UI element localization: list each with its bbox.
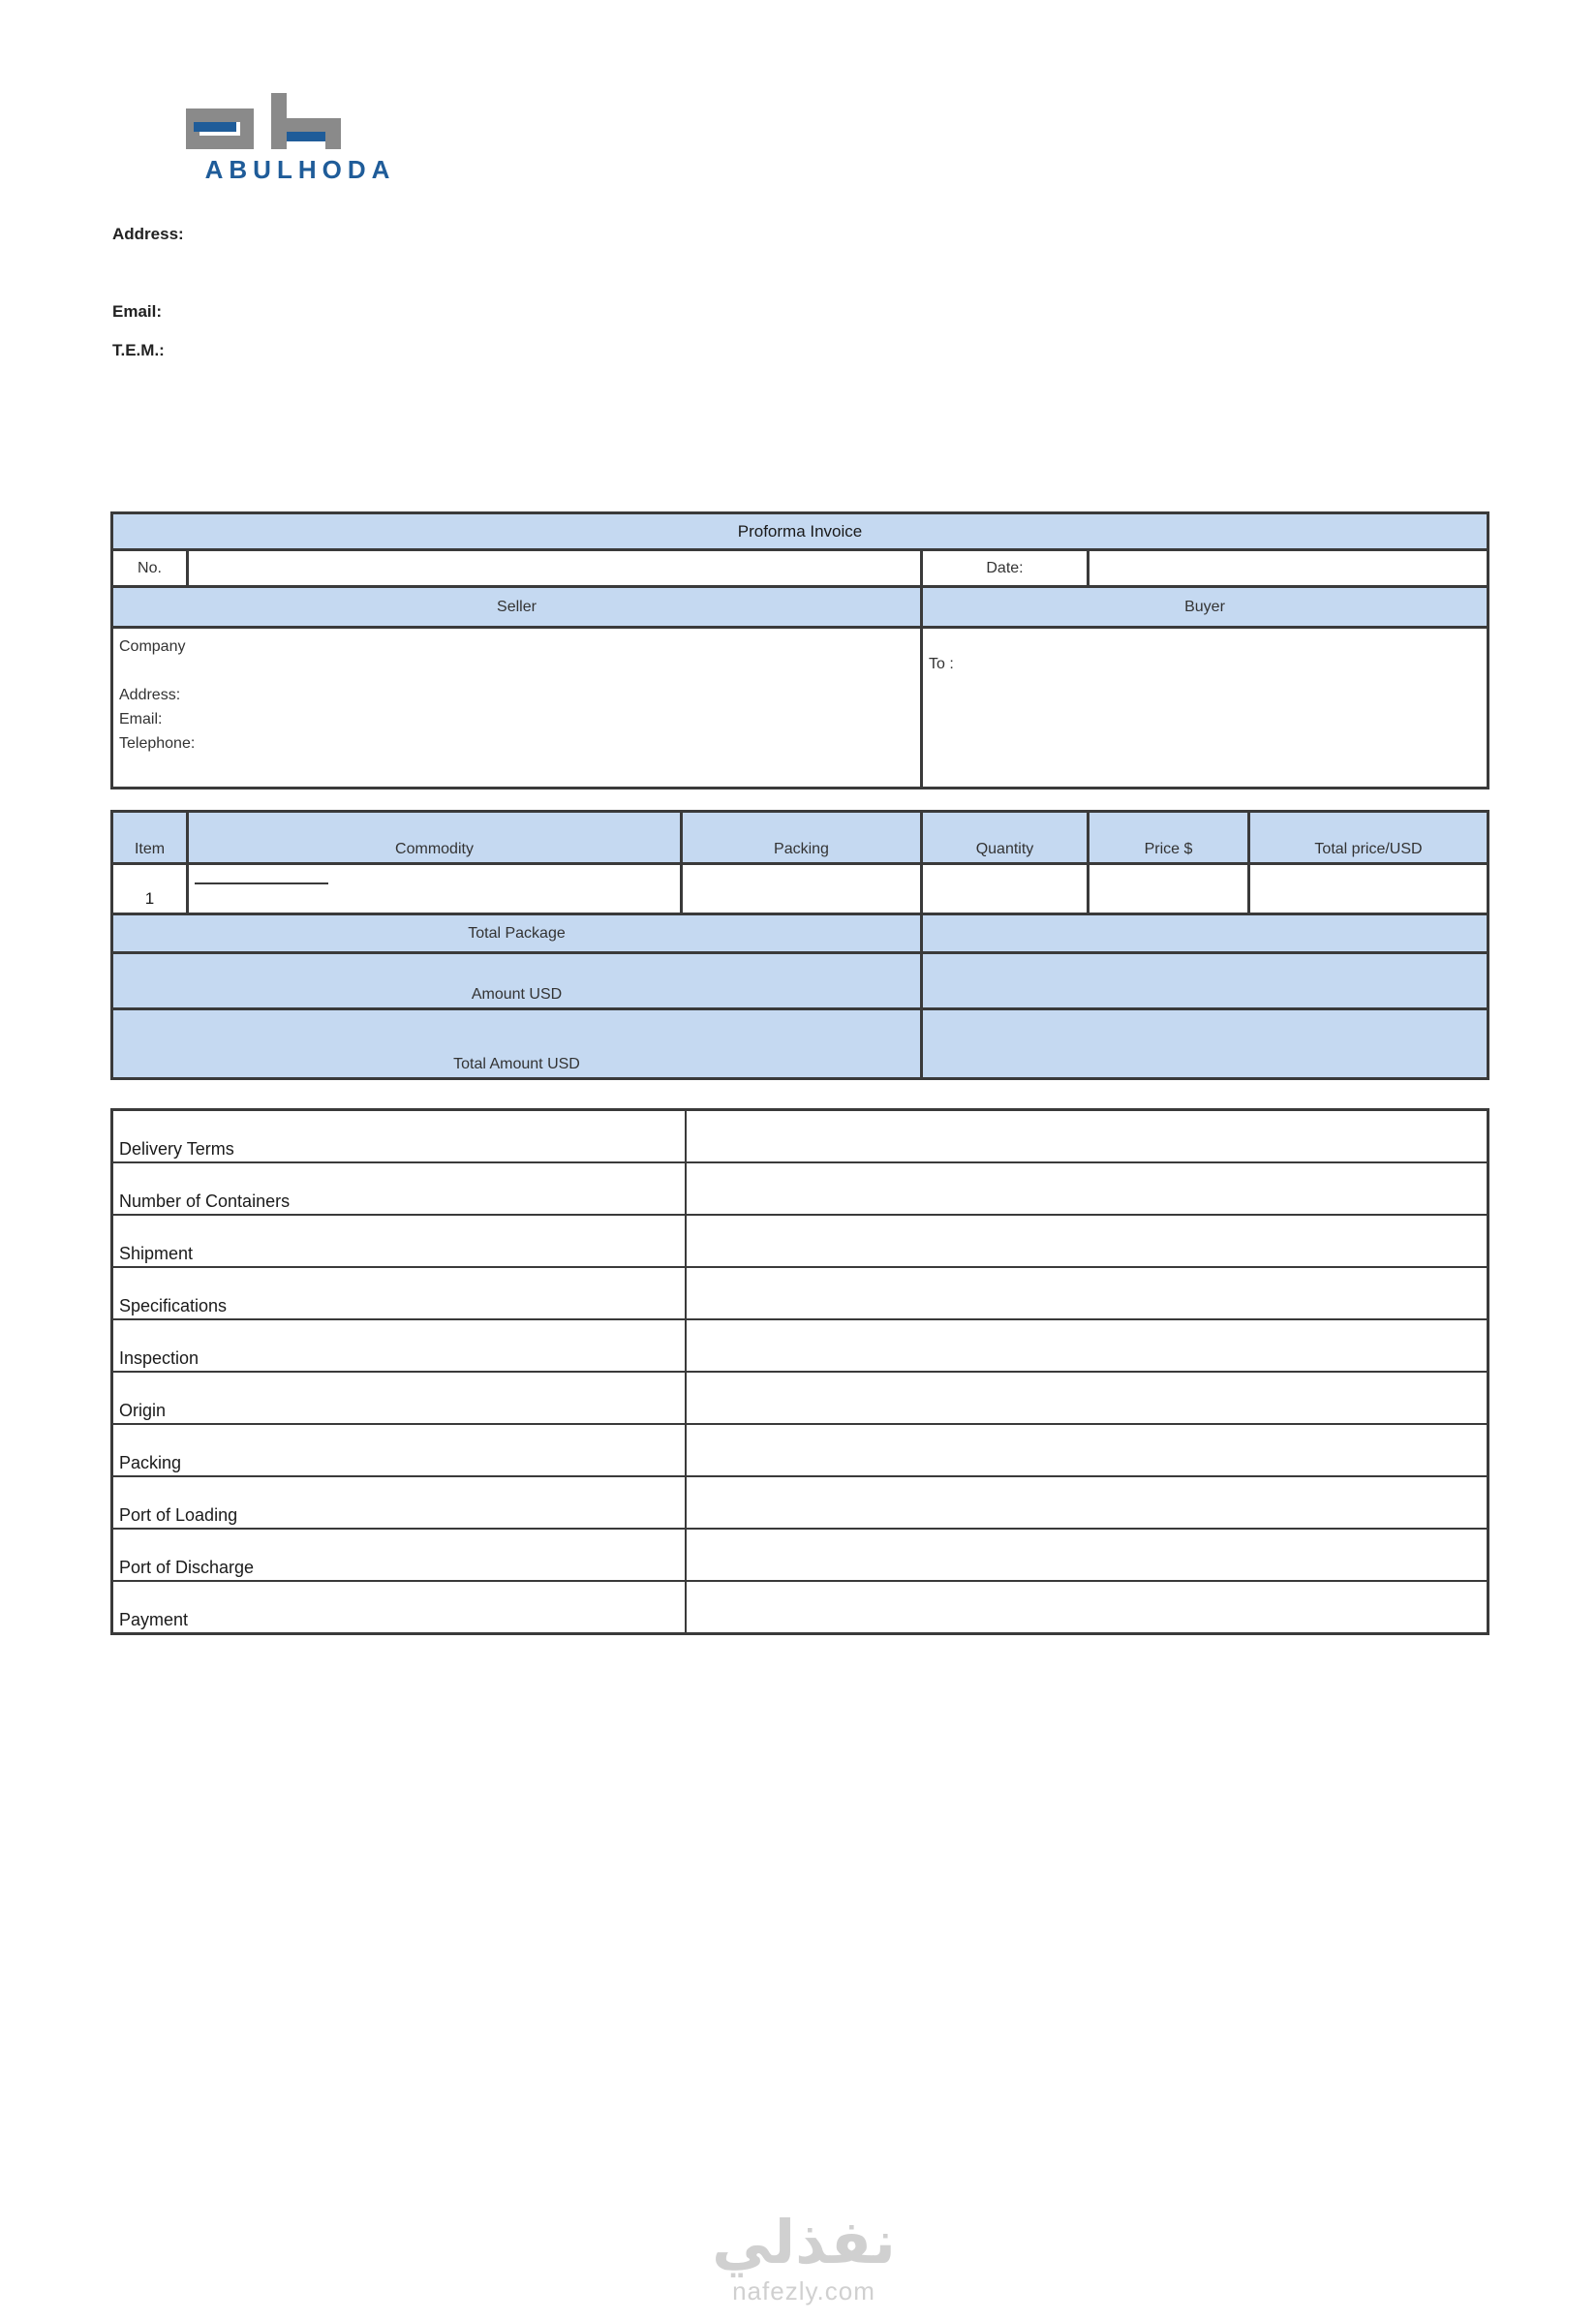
total-price-cell[interactable] [1249, 864, 1489, 914]
no-field[interactable] [188, 550, 922, 587]
term-label-payment: Payment [112, 1581, 686, 1634]
term-value[interactable] [686, 1424, 1489, 1476]
col-header-quantity: Quantity [922, 812, 1089, 864]
proforma-header-table [110, 511, 1489, 789]
col-header-item: Item [112, 812, 188, 864]
date-field[interactable] [1089, 550, 1489, 587]
term-label-port-of-loading: Port of Loading [112, 1476, 686, 1529]
watermark-arabic: نفذلي [712, 2207, 896, 2277]
seller-telephone: Telephone: [119, 735, 196, 752]
term-row [112, 1215, 1489, 1267]
company-logo [126, 89, 475, 186]
term-label-inspection: Inspection [112, 1319, 686, 1372]
table-row [112, 864, 1489, 914]
seller-header: Seller [112, 587, 922, 628]
term-value[interactable] [686, 1372, 1489, 1424]
total-amount-usd-label: Total Amount USD [112, 1009, 922, 1079]
total-amount-usd-value[interactable] [922, 1009, 1489, 1079]
commodity-cell[interactable] [188, 864, 682, 914]
address-label: Address: [112, 225, 184, 243]
term-row [112, 1476, 1489, 1529]
watermark-latin: nafezly.com [732, 2276, 875, 2306]
term-label-number-of-containers: Number of Containers [112, 1162, 686, 1215]
email-label: Email: [112, 302, 163, 321]
quantity-cell[interactable] [922, 864, 1089, 914]
terms-table [110, 1108, 1489, 1635]
watermark [697, 2209, 910, 2306]
buyer-details[interactable] [922, 628, 1489, 789]
col-header-packing: Packing [682, 812, 922, 864]
item-number: 1 [112, 864, 188, 914]
commodity-underline [195, 882, 328, 884]
amount-usd-label: Amount USD [112, 953, 922, 1009]
term-row [112, 1581, 1489, 1634]
company-name: ABULHODA [204, 155, 396, 184]
term-label-port-of-discharge: Port of Discharge [112, 1529, 686, 1581]
no-label: No. [112, 550, 188, 587]
date-label: Date: [922, 550, 1089, 587]
term-value[interactable] [686, 1215, 1489, 1267]
price-cell[interactable] [1089, 864, 1249, 914]
total-package-label: Total Package [112, 914, 922, 953]
term-row [112, 1267, 1489, 1319]
seller-address: Address: [119, 687, 181, 703]
term-label-packing: Packing [112, 1424, 686, 1476]
buyer-to: To : [929, 656, 954, 672]
col-header-price: Price $ [1089, 812, 1249, 864]
term-row [112, 1110, 1489, 1163]
term-value[interactable] [686, 1162, 1489, 1215]
buyer-header: Buyer [922, 587, 1489, 628]
term-value[interactable] [686, 1476, 1489, 1529]
term-label-delivery-terms: Delivery Terms [112, 1110, 686, 1163]
tel-label: T.E.M.: [112, 341, 165, 359]
term-row [112, 1372, 1489, 1424]
seller-email: Email: [119, 711, 163, 727]
items-table [110, 810, 1489, 1080]
term-value[interactable] [686, 1319, 1489, 1372]
term-label-shipment: Shipment [112, 1215, 686, 1267]
packing-cell[interactable] [682, 864, 922, 914]
invoice-title: Proforma Invoice [112, 513, 1489, 550]
term-row [112, 1529, 1489, 1581]
term-value[interactable] [686, 1267, 1489, 1319]
term-row [112, 1319, 1489, 1372]
seller-details[interactable] [112, 628, 922, 789]
seller-company: Company [119, 638, 186, 655]
col-header-commodity: Commodity [188, 812, 682, 864]
col-header-total-price: Total price/USD [1249, 812, 1489, 864]
amount-usd-value[interactable] [922, 953, 1489, 1009]
term-label-specifications: Specifications [112, 1267, 686, 1319]
term-value[interactable] [686, 1581, 1489, 1634]
term-value[interactable] [686, 1529, 1489, 1581]
term-value[interactable] [686, 1110, 1489, 1163]
term-label-origin: Origin [112, 1372, 686, 1424]
term-row [112, 1424, 1489, 1476]
term-row [112, 1162, 1489, 1215]
total-package-value[interactable] [922, 914, 1489, 953]
